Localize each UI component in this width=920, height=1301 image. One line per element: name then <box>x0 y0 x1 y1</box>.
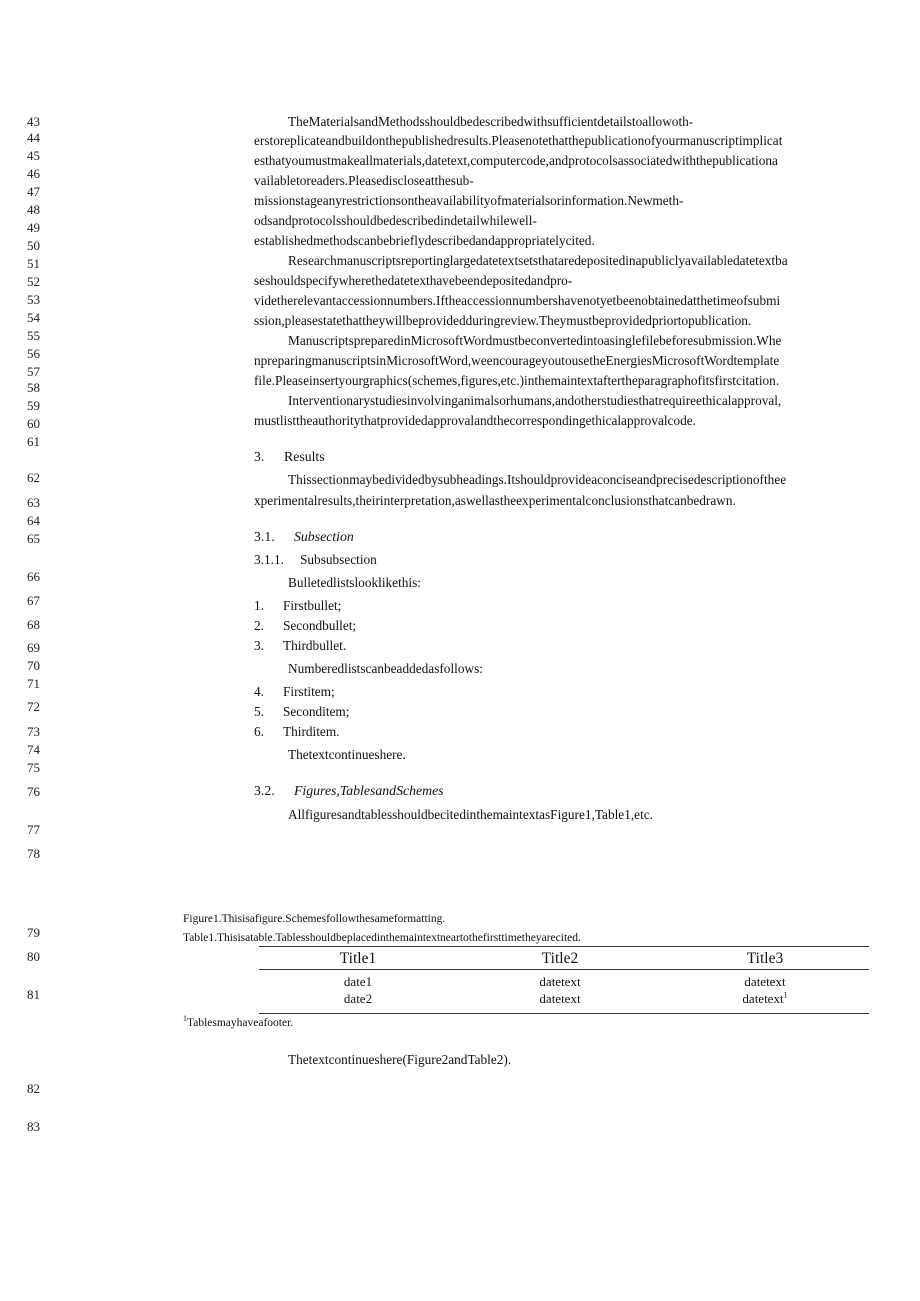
subsubsection-heading <box>254 551 870 568</box>
line-number: 46 <box>27 166 40 181</box>
table-cell <box>665 991 865 1007</box>
line-number: 69 <box>27 640 40 655</box>
methods-line: seshouldspecifywherethedatetexthavebeendepositedandpro- <box>254 273 573 288</box>
bulleted-intro: Bulletedlistslooklikethis: <box>288 575 421 590</box>
line-number: 45 <box>27 148 40 163</box>
table-cell: date1 <box>343 974 373 989</box>
methods-line: erstoreplicateandbuildonthepublishedresults.Pleasenotethatthepublicationofyourmanuscriptimplicat <box>254 133 783 148</box>
results-paragraph-line: xperimentalresults,theirinterpretation,aswellastheexperimentalconclusionsthatcanbedrawn. <box>254 493 736 508</box>
line-number: 70 <box>27 658 40 673</box>
line-number: 77 <box>27 822 40 837</box>
results-heading <box>254 448 870 465</box>
footer-mark: 1 <box>183 1014 187 1024</box>
line-number: 60 <box>27 416 40 431</box>
line-number: 55 <box>27 328 40 343</box>
table-cell: date2 <box>343 991 373 1006</box>
table-cell: datetext <box>539 974 581 989</box>
figures-paragraph: AllfiguresandtablesshouldbecitedinthemaintextasFigure1,Table1,etc. <box>288 807 653 822</box>
line-number: 62 <box>27 470 40 485</box>
line-number: 72 <box>27 699 40 714</box>
results-title: Results <box>284 449 325 464</box>
table-top-rule <box>259 946 869 947</box>
list-item <box>254 683 335 700</box>
table-header-rule <box>259 969 869 970</box>
list-text: Thirditem. <box>283 724 340 739</box>
line-number: 47 <box>27 184 40 199</box>
list-number: 1. <box>254 598 264 613</box>
line-number: 53 <box>27 292 40 307</box>
subsection-number: 3.1. <box>254 529 275 544</box>
line-number: 81 <box>27 987 40 1002</box>
line-number: 73 <box>27 724 40 739</box>
line-number: 68 <box>27 617 40 632</box>
text-continues: Thetextcontinueshere. <box>288 747 406 762</box>
line-number: 57 <box>27 364 40 379</box>
table-header-cell: Title1 <box>339 950 377 967</box>
line-number: 66 <box>27 569 40 584</box>
subsubsection-title: Subsubsection <box>300 552 377 567</box>
figures-title: Figures,TablesandSchemes <box>294 783 444 798</box>
line-number: 48 <box>27 202 40 217</box>
subsection-heading <box>254 528 870 545</box>
list-text: Thirdbullet. <box>283 638 347 653</box>
subsection-title: Subsection <box>294 529 354 544</box>
results-paragraph-line: Thissectionmaybedividedbysubheadings.Itshouldprovideaconciseandprecisedescriptionofthee <box>288 472 787 487</box>
line-number: 75 <box>27 760 40 775</box>
line-number: 61 <box>27 434 40 449</box>
table-header-cell: Title3 <box>746 950 784 967</box>
line-number: 79 <box>27 925 40 940</box>
methods-line: Interventionarystudiesinvolvinganimalsorhumans,andotherstudiesthatrequireethicalapproval, <box>288 393 782 408</box>
text-continues-2: Thetextcontinueshere(Figure2andTable2). <box>288 1052 512 1067</box>
line-number: 52 <box>27 274 40 289</box>
list-number: 2. <box>254 618 264 633</box>
line-number: 65 <box>27 531 40 546</box>
list-text: Firstbullet; <box>283 598 342 613</box>
list-item <box>254 637 346 654</box>
line-number: 67 <box>27 593 40 608</box>
methods-line: odsandprotocolsshouldbedescribedindetailwhilewell- <box>254 213 537 228</box>
list-item <box>254 723 340 740</box>
methods-line: Researchmanuscriptsreportinglargedatetextsetsthataredepositedinapubliclyavailabledatetextba <box>288 253 788 268</box>
figure-caption: Figure1.Thisisafigure.Schemesfollowthesameformatting. <box>183 913 446 925</box>
line-number: 82 <box>27 1081 40 1096</box>
list-number: 3. <box>254 638 264 653</box>
line-number: 51 <box>27 256 40 271</box>
table-header-cell: Title2 <box>541 950 579 967</box>
methods-line: missionstageanyrestrictionsontheavailabilityofmaterialsorinformation.Newmeth- <box>254 193 684 208</box>
line-number: 49 <box>27 220 40 235</box>
figures-number: 3.2. <box>254 783 275 798</box>
table-cell-text: datetext <box>742 991 784 1006</box>
list-text: Secondbullet; <box>283 618 357 633</box>
subsubsection-number: 3.1.1. <box>254 552 284 567</box>
methods-line: npreparingmanuscriptsinMicrosoftWord,weencourageyoutousetheEnergiesMicrosoftWordtemplate <box>254 353 780 368</box>
list-number: 5. <box>254 704 264 719</box>
numbered-intro: Numberedlistscanbeaddedasfollows: <box>288 661 483 676</box>
line-number: 63 <box>27 495 40 510</box>
line-number: 54 <box>27 310 40 325</box>
line-number: 71 <box>27 676 40 691</box>
line-number: 80 <box>27 949 40 964</box>
table-cell: datetext <box>744 974 786 989</box>
methods-line: vailabletoreaders.Pleasediscloseatthesub- <box>254 173 474 188</box>
line-number: 64 <box>27 513 40 528</box>
line-number: 74 <box>27 742 40 757</box>
table-footer <box>183 1016 293 1030</box>
methods-line: TheMaterialsandMethodsshouldbedescribedwithsufficientdetailstoallowoth- <box>288 114 694 129</box>
table-bottom-rule <box>259 1013 869 1014</box>
list-text: Firstitem; <box>283 684 335 699</box>
methods-line: file.Pleaseinsertyourgraphics(schemes,figures,etc.)inthemaintextaftertheparagraphofitsfirstcitation. <box>254 373 780 388</box>
line-number: 83 <box>27 1119 40 1134</box>
line-number: 59 <box>27 398 40 413</box>
table-caption: Table1.Thisisatable.Tablesshouldbeplacedinthemaintextneartothefirsttimetheyarecited. <box>183 932 581 944</box>
footer-text: Tablesmayhaveafooter. <box>187 1017 294 1029</box>
methods-line: esthatyoumustmakeallmaterials,datetext,computercode,andprotocolsassociatedwiththepublicationa <box>254 153 778 168</box>
methods-line: ssion,pleasestatethattheywillbeprovidedduringreview.Theymustbeprovidedpriortopublication. <box>254 313 752 328</box>
line-number: 78 <box>27 846 40 861</box>
methods-line: mustlisttheauthoritythatprovidedapprovalandthecorrespondingethicalapprovalcode. <box>254 413 696 428</box>
footnote-mark: 1 <box>783 990 788 1000</box>
list-item <box>254 617 356 634</box>
line-number: 58 <box>27 380 40 395</box>
line-number: 56 <box>27 346 40 361</box>
methods-line: establishedmethodscanbebrieflydescribedandappropriatelycited. <box>254 233 595 248</box>
list-number: 4. <box>254 684 264 699</box>
line-number: 76 <box>27 784 40 799</box>
methods-line: videtherelevantaccessionnumbers.Iftheaccessionnumbershavenotyetbeenobtainedatthetimeofsubmi <box>254 293 781 308</box>
list-item <box>254 597 341 614</box>
line-number: 50 <box>27 238 40 253</box>
list-item <box>254 703 349 720</box>
methods-line: ManuscriptspreparedinMicrosoftWordmustbeconvertedintoasinglefilebeforesubmission.Whe <box>288 333 782 348</box>
list-number: 6. <box>254 724 264 739</box>
line-number: 43 <box>27 114 40 129</box>
table-cell: datetext <box>539 991 581 1006</box>
figures-heading <box>254 782 870 799</box>
line-number: 44 <box>27 130 40 145</box>
list-text: Seconditem; <box>283 704 350 719</box>
results-number: 3. <box>254 449 265 464</box>
